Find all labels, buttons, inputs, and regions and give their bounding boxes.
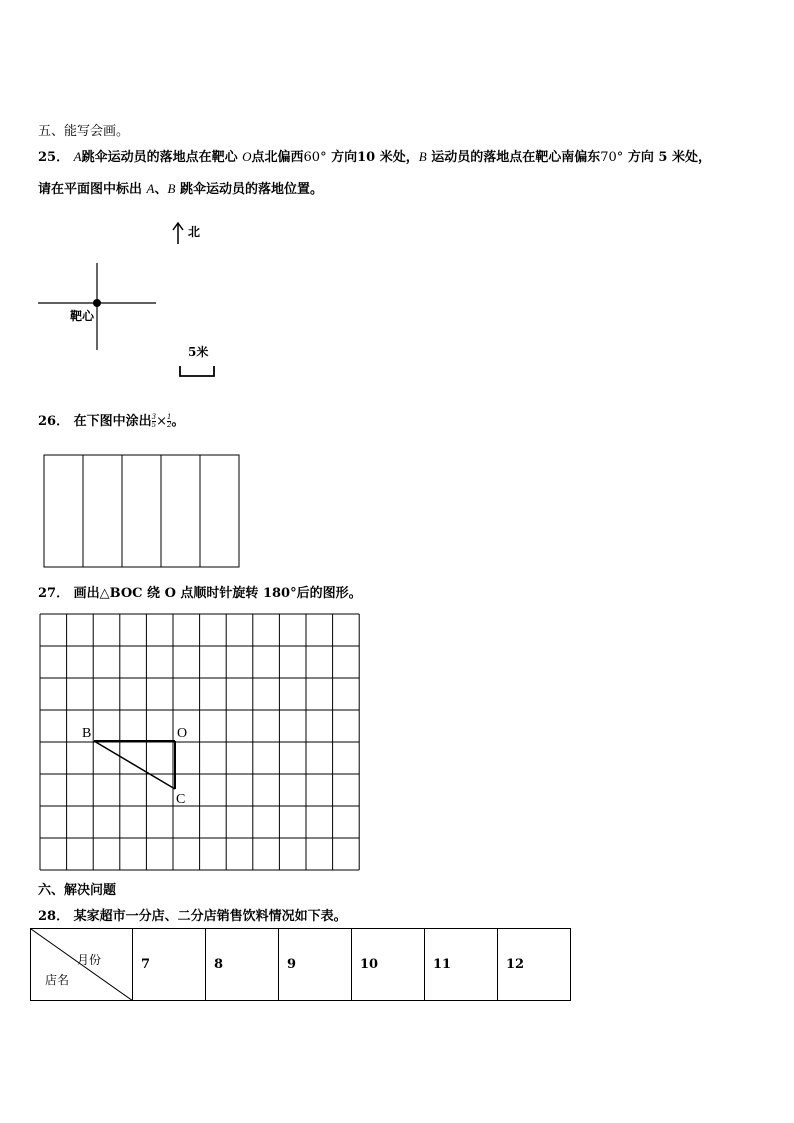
- month-cell: 9: [279, 929, 352, 1001]
- month-cell: 12: [498, 929, 571, 1001]
- question-28-line: 28． 某家超市一分店、二分店销售饮料情况如下表。: [38, 909, 347, 924]
- month-cell: 11: [425, 929, 498, 1001]
- scale-bar: [180, 366, 214, 376]
- label-c: C: [176, 792, 186, 807]
- header-store-label: 店名: [45, 973, 70, 987]
- target-crosshair: [38, 263, 156, 350]
- north-label: 北: [188, 225, 201, 239]
- month-cell: 7: [133, 929, 206, 1001]
- target-center-point: [93, 299, 101, 307]
- question-27-line: 27． 画出△BOC 绕 O 点顺时针旋转 180°后的图形。: [38, 586, 362, 601]
- question-25-line-2: 请在平面图中标出 A、B 跳伞运动员的落地位置。: [38, 181, 324, 197]
- label-o: O: [177, 726, 188, 741]
- target-diagram: [30, 210, 250, 390]
- target-center-label: 靶心: [70, 309, 95, 323]
- diagonal-header-cell: [31, 929, 133, 1001]
- sales-table: [30, 928, 571, 1001]
- question-26-line: 26． 在下图中涂出 $\frac{3}{5}$ × $\frac{1}{2}$ 。: [38, 413, 185, 429]
- fraction-1-2: $\frac{1}{2}$: [167, 413, 172, 429]
- table-header-row: [31, 929, 571, 1001]
- question-number: 25．: [38, 150, 70, 165]
- month-cell: 10: [352, 929, 425, 1001]
- fraction-rectangle: [43, 454, 241, 569]
- section-six-title: 六、解决问题: [38, 883, 117, 898]
- month-cell: 8: [206, 929, 279, 1001]
- rotation-grid: [38, 612, 364, 872]
- header-month-label: 月份: [77, 953, 102, 967]
- section-five-title: 五、能写会画。: [38, 124, 130, 139]
- label-b: B: [82, 726, 92, 741]
- question-25-line-1: 25． A跳伞运动员的落地点在靶心 O点北偏西60° 方向10 米处，B 运动员的落地点在靶心南偏东70° 方向 5 米处，: [38, 149, 711, 165]
- fraction-3-5: $\frac{3}{5}$: [151, 413, 157, 429]
- triangle-boc: [94, 741, 175, 789]
- grid-lines: [40, 614, 359, 870]
- north-arrow-icon: [173, 223, 183, 244]
- scale-label: 5米: [188, 345, 209, 359]
